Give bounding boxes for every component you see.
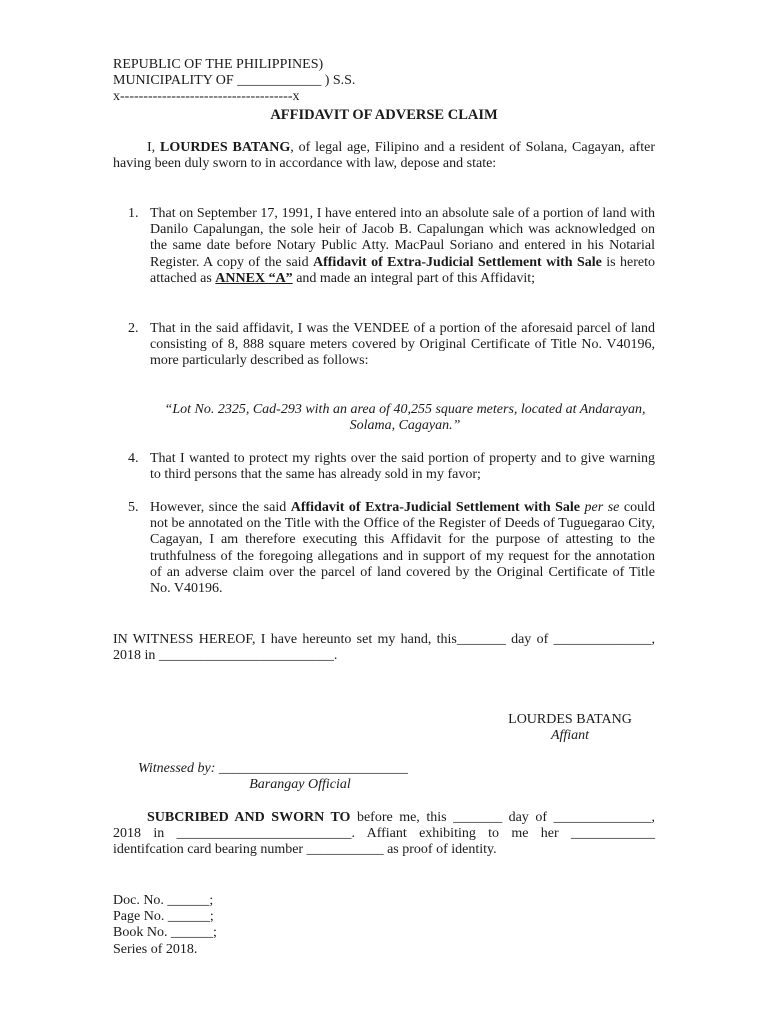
jurat-heading: SUBCRIBED AND SWORN TO — [147, 810, 351, 825]
page-no: Page No. ______; — [113, 909, 214, 925]
intro-paragraph: I, LOURDES BATANG, of legal age, Filipino and a resident of Solana, Cagayan, after having been duly sworn to in accordance with law, depose and state: — [113, 140, 655, 172]
caption-header — [113, 57, 533, 106]
header-municipality: MUNICIPALITY OF ____________ ) S.S. — [113, 73, 356, 89]
book-no: Book No. ______; — [113, 925, 217, 941]
item-5-number: 5. — [128, 500, 139, 515]
document-title: AFFIDAVIT OF ADVERSE CLAIM — [270, 107, 498, 123]
annex-label: ANNEX “A” — [215, 270, 293, 286]
witnessed-by-line: Witnessed by: ___________________________ — [138, 761, 408, 776]
header-republic: REPUBLIC OF THE PHILIPPINES) — [113, 57, 324, 72]
attachment-title: Affidavit of Extra-Judicial Settlement with Sale — [313, 254, 602, 270]
signature-role: Affiant — [550, 728, 590, 744]
lot-description-quote: “Lot No. 2325, Cad-293 with an area of 40,255 square meters, located at Andarayan, Solama, Cagayan.” — [164, 402, 646, 434]
affiant-signature-block — [480, 712, 660, 744]
witness-role: Barangay Official — [249, 777, 351, 792]
notarial-register — [113, 893, 313, 958]
item-1-text: That on September 17, 1991, I have entered into an absolute sale of a portion of land with Danilo Capalungan, the sole heir of Jacob B. Capalungan which was acknowledged on the same date before Notary Public Atty. MacPaul Soriano and entered in his Notarial Register. A copy of the said Affidavit of Extra-Judicial Settlement with Sale is hereto attached as ANNEX “A” and made an integral part of this Affidavit; — [150, 206, 655, 286]
signature-name: LOURDES BATANG — [508, 712, 632, 727]
item-2-text: That in the said affidavit, I was the VENDEE of a portion of the aforesaid parcel of land consisting of 8, 888 square meters covered by Original Certificate of Title No. V40196, more particularly described as follows: — [150, 321, 655, 369]
item-1-number: 1. — [128, 206, 139, 221]
settlement-title: Affidavit of Extra-Judicial Settlement with Sale — [290, 500, 581, 515]
item-5-text: However, since the said Affidavit of Extra-Judicial Settlement with Sale per se could not be annotated on the Title with the Office of the Register of Deeds of Tuguegarao City, Cagayan, I am therefore executing this Affidavit for the purpose of attesting to the truthfulness of the foregoing allegations and in support of my request for the annotation of an adverse claim over the parcel of land covered by the Original Certificate of Title No. V40196. — [150, 500, 656, 597]
witness-clause: IN WITNESS HEREOF, I have hereunto set my hand, this_______ day of ______________, 2018 in _________________________. — [113, 632, 655, 664]
per-se: per se — [584, 500, 620, 515]
jurat-paragraph: SUBCRIBED AND SWORN TO before me, this _______ day of ______________, 2018 in _________________________. Affiant exhibiting to me her ____________ identifcation card bearing number ___________ as proof of identity. — [113, 810, 655, 858]
affiant-name: LOURDES BATANG — [159, 140, 291, 155]
item-2-number: 2. — [128, 321, 139, 336]
item-4-number: 4. — [128, 451, 139, 466]
header-divider: x-------------------------------------x — [113, 89, 300, 105]
doc-no: Doc. No. ______; — [113, 893, 214, 908]
item-4-text: That I wanted to protect my rights over the said portion of property and to give warning to third persons that the same has already sold in my favor; — [150, 451, 655, 483]
series-year: Series of 2018. — [113, 941, 198, 957]
